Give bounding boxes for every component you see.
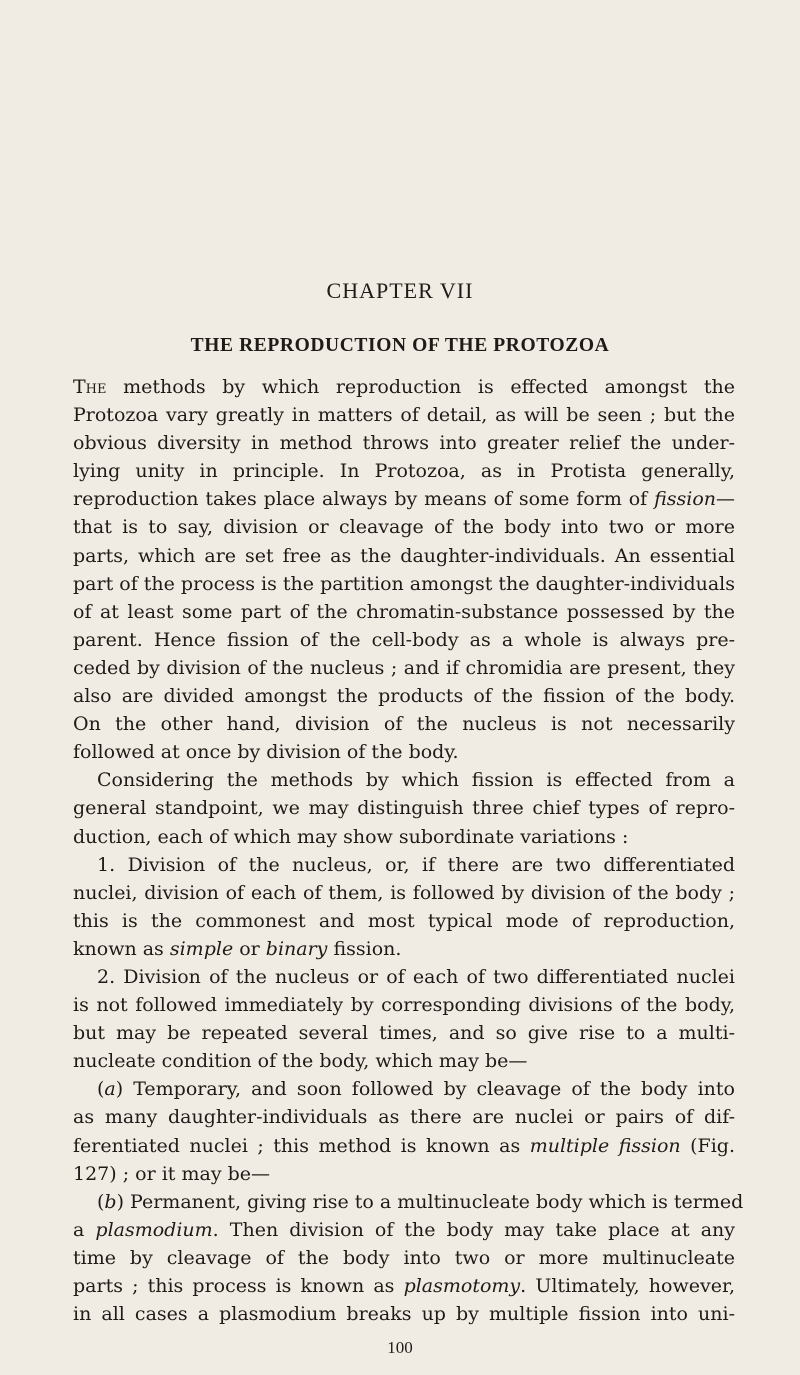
text-line: parts ; this process is known as plasmotomy. Ultimately, however, — [73, 1275, 735, 1297]
text-line: parts, which are set free as the daughter-individuals. An essential — [73, 544, 735, 567]
text-line: this is the commonest and most typical mode of reproduction, — [73, 909, 735, 932]
text-line: reproduction takes place always by means of some form of fission— — [73, 488, 735, 511]
text-line: ceded by division of the nucleus ; and if chromidia are present, they — [73, 656, 735, 679]
text-line: part of the process is the partition amongst the daughter-individuals — [73, 572, 735, 595]
text-line: time by cleavage of the body into two or more multinucleate — [73, 1246, 735, 1269]
text-line: followed at once by division of the body. — [73, 741, 459, 764]
chapter-heading: CHAPTER VII — [326, 278, 474, 303]
text-line: but may be repeated several times, and so give rise to a multi- — [73, 1022, 735, 1045]
text-line: 2. Division of the nucleus or of each of two differentiated nuclei — [97, 965, 735, 988]
text-line: The methods by which reproduction is effected amongst the — [73, 376, 735, 398]
text-line: also are divided amongst the products of the fission of the body. — [73, 685, 735, 708]
text-line: in all cases a plasmodium breaks up by multiple fission into uni- — [73, 1303, 735, 1326]
text-line: a plasmodium. Then division of the body may take place at any — [73, 1218, 735, 1241]
text-line: (b) Permanent, giving rise to a multinucleate body which is termed — [97, 1190, 744, 1213]
text-line: duction, each of which may show subordinate variations : — [73, 825, 629, 848]
text-line: 127) ; or it may be— — [73, 1162, 270, 1185]
text-line: lying unity in principle. In Protozoa, as in Protista generally, — [73, 460, 735, 483]
body-text — [73, 373, 744, 1328]
text-line: nucleate condition of the body, which may be— — [73, 1050, 528, 1073]
chapter-title: THE REPRODUCTION OF THE PROTOZOA — [190, 335, 610, 356]
text-line: general standpoint, we may distinguish three chief types of repro- — [73, 797, 735, 820]
text-line: parent. Hence fission of the cell-body as a whole is always pre- — [73, 628, 735, 651]
text-line: of at least some part of the chromatin-substance possessed by the — [73, 600, 735, 623]
text-line: Protozoa vary greatly in matters of detail, as will be seen ; but the — [73, 404, 735, 427]
text-line: is not followed immediately by corresponding divisions of the body, — [73, 994, 735, 1017]
text-line: obvious diversity in method throws into greater relief the under- — [73, 432, 735, 455]
text-line: (a) Temporary, and soon followed by cleavage of the body into — [97, 1078, 735, 1101]
text-line: known as simple or binary fission. — [73, 937, 402, 960]
page-number: 100 — [387, 1338, 413, 1357]
text-line: as many daughter-individuals as there are nuclei or pairs of dif- — [73, 1106, 735, 1129]
text-line: ferentiated nuclei ; this method is known as multiple fission (Fig. — [73, 1134, 735, 1157]
text-line: Considering the methods by which fission is effected from a — [97, 769, 735, 792]
text-line: that is to say, division or cleavage of the body into two or more — [73, 516, 735, 539]
text-line: nuclei, division of each of them, is followed by division of the body ; — [73, 881, 735, 904]
text-line: 1. Division of the nucleus, or, if there are two differentiated — [97, 853, 735, 876]
text-line: On the other hand, division of the nucleus is not necessarily — [73, 713, 735, 736]
